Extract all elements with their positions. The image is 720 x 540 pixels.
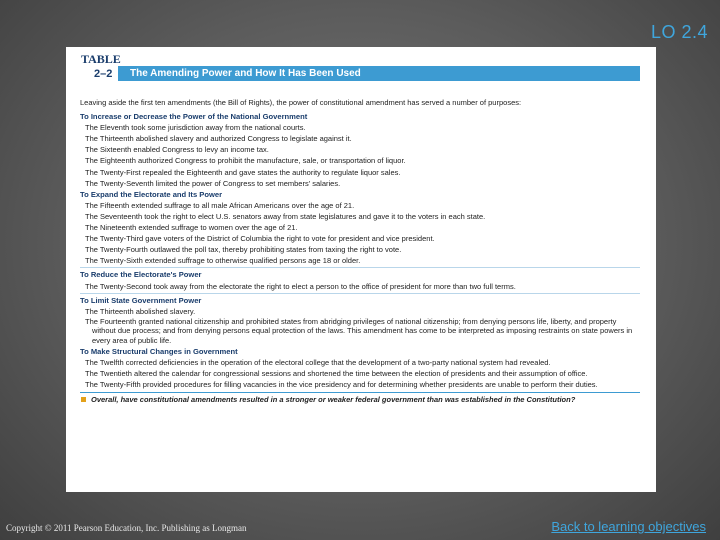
list-item: The Twenty-Third gave voters of the District of Columbia the right to vote for president and vice president. xyxy=(85,234,435,244)
table-word: TABLE xyxy=(81,52,121,66)
copyright-notice: Copyright © 2011 Pearson Education, Inc. Publishing as Longman xyxy=(6,523,247,533)
list-item: The Twenty-Seventh limited the power of Congress to set members' salaries. xyxy=(85,178,341,188)
list-item: The Thirteenth abolished slavery and authorized Congress to legislate against it. xyxy=(85,134,352,144)
question-marker-icon xyxy=(81,397,86,402)
list-item: The Fourteenth granted national citizenship and prohibited states from abridging privileges of national citizenship; from denying persons life, liberty, and property without due process; and from denying persons equal protection of the laws. This amendment has come to be interpreted as imposing restraints on state powers in every area of public life. xyxy=(85,316,633,345)
table-bottom-rule xyxy=(80,392,640,393)
list-item: The Twenty-Second took away from the electorate the right to elect a person to the office of president for more than two full terms. xyxy=(85,281,516,291)
list-item: The Sixteenth enabled Congress to levy an income tax. xyxy=(85,145,269,155)
table-body xyxy=(80,97,640,405)
section-divider xyxy=(80,293,640,294)
list-item: The Twenty-Fourth outlawed the poll tax, thereby prohibiting states from taxing the right to vote. xyxy=(85,245,402,255)
list-item: The Twelfth corrected deficiencies in the operation of the electoral college that the development of a two-party national system had revealed. xyxy=(85,357,551,367)
list-item: The Eleventh took some jurisdiction away from the national courts. xyxy=(85,123,306,133)
section-heading: To Increase or Decrease the Power of the National Government xyxy=(80,112,308,122)
table-intro: Leaving aside the first ten amendments (the Bill of Rights), the power of constitutional amendment has served a number of purposes: xyxy=(80,98,522,107)
learning-objective-label: LO 2.4 xyxy=(650,22,708,42)
section-heading: To Limit State Government Power xyxy=(80,295,202,305)
list-item: The Twenty-Fifth provided procedures for filling vacancies in the vice presidency and for determining whether presidents are unable to perform their duties. xyxy=(85,379,598,389)
list-item: The Twenty-First repealed the Eighteenth and gave states the authority to regulate liquor sales. xyxy=(85,167,401,177)
table-title-bar xyxy=(80,66,640,81)
section-heading: To Reduce the Electorate's Power xyxy=(80,270,202,280)
section-divider xyxy=(80,267,640,268)
table-panel xyxy=(66,47,656,492)
list-item: The Nineteenth extended suffrage to women over the age of 21. xyxy=(85,223,298,233)
table-title: The Amending Power and How It Has Been Used xyxy=(118,66,640,81)
critical-thinking-question xyxy=(80,394,640,405)
list-item: The Eighteenth authorized Congress to prohibit the manufacture, sale, or transportation of liquor. xyxy=(85,156,406,166)
section-heading: To Make Structural Changes in Government xyxy=(80,346,238,356)
section-heading: To Expand the Electorate and Its Power xyxy=(80,189,223,199)
list-item: The Seventeenth took the right to elect U.S. senators away from state legislatures and gave it to the voters in each state. xyxy=(85,211,486,221)
table-number: 2–2 xyxy=(94,67,113,80)
list-item: The Twenty-Sixth extended suffrage to otherwise qualified persons age 18 or older. xyxy=(85,256,361,266)
question-text: Overall, have constitutional amendments resulted in a stronger or weaker federal government than was established in the Constitution? xyxy=(91,394,576,404)
list-item: The Fifteenth extended suffrage to all male African Americans over the age of 21. xyxy=(85,200,355,210)
list-item: The Twentieth altered the calendar for congressional sessions and shortened the time between the election of presidents and their assumption of office. xyxy=(85,368,588,378)
list-item: The Thirteenth abolished slavery. xyxy=(85,306,196,316)
back-to-objectives-link[interactable]: Back to learning objectives xyxy=(551,519,706,534)
